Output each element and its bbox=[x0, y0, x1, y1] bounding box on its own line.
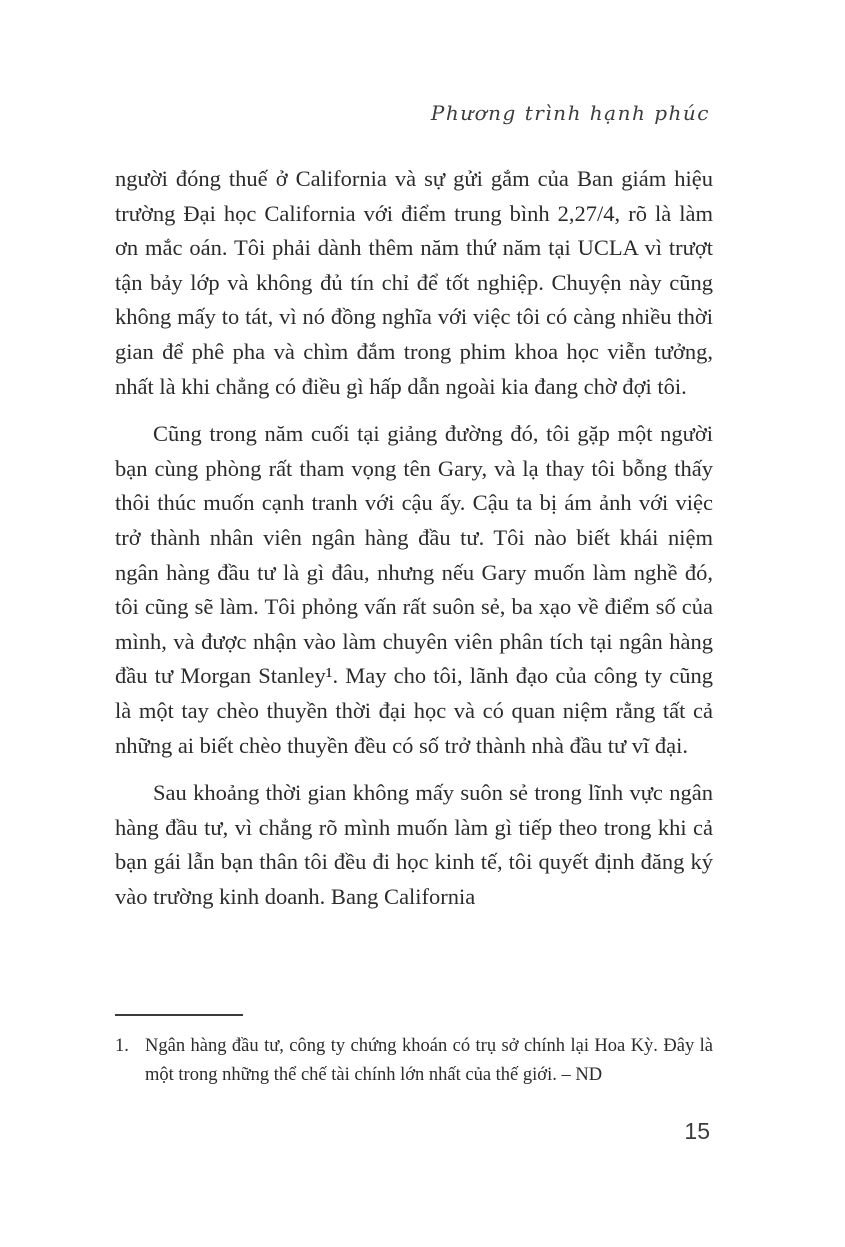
footnote-marker: 1. bbox=[115, 1036, 129, 1056]
footnote-area bbox=[115, 1014, 713, 1089]
body-paragraph-2: Cũng trong năm cuối tại giảng đường đó, tôi gặp một người bạn cùng phòng rất tham vọng tên Gary, và lạ thay tôi bỗng thấy thôi thúc muốn cạnh tranh với cậu ấy. Cậu ta bị ám ảnh với việc trở thành nhân viên ngân hàng đầu tư. Tôi nào biết khái niệm ngân hàng đầu tư là gì đâu, nhưng nếu Gary muốn làm nghề đó, tôi cũng sẽ làm. Tôi phỏng vấn rất suôn sẻ, ba xạo về điểm số của mình, và được nhận vào làm chuyên viên phân tích tại ngân hàng đầu tư Morgan Stanley¹. May cho tôi, lãnh đạo của công ty cũng là một tay chèo thuyền thời đại học và có quan niệm rằng tất cả những ai biết chèo thuyền đều có số trở thành nhà đầu tư vĩ đại. bbox=[115, 421, 713, 758]
page-body bbox=[115, 162, 713, 927]
running-header: Phương trình hạnh phúc bbox=[430, 101, 710, 125]
body-paragraph-1: người đóng thuế ở California và sự gửi gắm của Ban giám hiệu trường Đại học California với điểm trung bình 2,27/4, rõ là làm ơn mắc oán. Tôi phải dành thêm năm thứ năm tại UCLA vì trượt tận bảy lớp và không đủ tín chỉ để tốt nghiệp. Chuyện này cũng không mấy to tát, vì nó đồng nghĩa với việc tôi có càng nhiều thời gian để phê pha và chìm đắm trong phim khoa học viễn tưởng, nhất là khi chẳng có điều gì hấp dẫn ngoài kia đang chờ đợi tôi. bbox=[115, 166, 713, 399]
page-number: 15 bbox=[684, 1118, 710, 1144]
footnote-text: Ngân hàng đầu tư, công ty chứng khoán có trụ sở chính lại Hoa Kỳ. Đây là một trong những thể chế tài chính lớn nhất của thế giới. – ND bbox=[145, 1036, 713, 1085]
body-paragraph-3: Sau khoảng thời gian không mấy suôn sẻ trong lĩnh vực ngân hàng đầu tư, vì chẳng rõ mình muốn làm gì tiếp theo trong khi cả bạn gái lẫn bạn thân tôi đều đi học kinh tế, tôi quyết định đăng ký vào trường kinh doanh. Bang California bbox=[115, 780, 713, 909]
footnote bbox=[115, 1032, 713, 1089]
footnote-divider bbox=[115, 1014, 243, 1016]
